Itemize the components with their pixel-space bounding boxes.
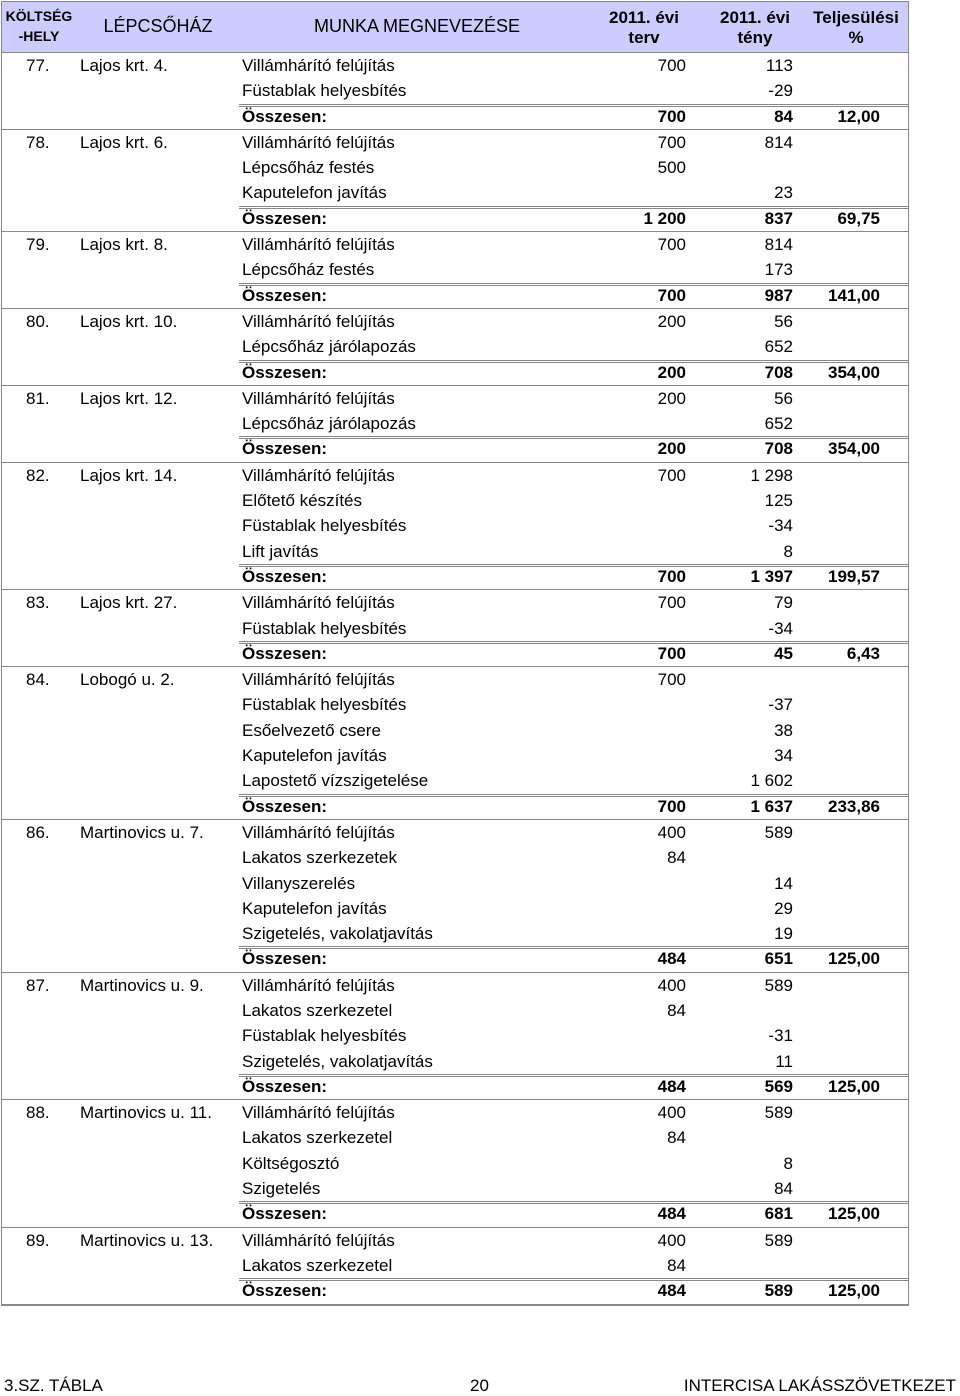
actual-value: 38 — [774, 720, 793, 740]
work-name: Villanyszerelés — [242, 873, 356, 893]
work-name: Kaputelefon javítás — [242, 898, 387, 918]
table-row — [2, 921, 908, 946]
work-name: Villámhárító felújítás — [242, 388, 395, 408]
table-row — [2, 1023, 908, 1048]
header-munka-megnevezese: MUNKA MEGNEVEZÉSE — [313, 16, 521, 36]
table-row — [2, 692, 908, 717]
table-row — [2, 1253, 908, 1278]
header-koltseghely: KÖLTSÉG -HELY — [5, 8, 73, 44]
cost-center-number: 80. — [26, 311, 50, 331]
total-actual: 1 637 — [750, 796, 793, 816]
page-footer — [0, 1376, 960, 1396]
planned-value: 700 — [657, 670, 686, 690]
cost-center-number: 77. — [26, 56, 50, 75]
actual-value: 589 — [764, 1230, 793, 1250]
actual-value: 8 — [783, 541, 793, 561]
actual-value: 1 602 — [750, 771, 793, 791]
work-name: Lakatos szerkezetel — [242, 1128, 393, 1148]
table-row — [2, 53, 908, 78]
work-name: Előtető készítés — [242, 491, 363, 511]
header-teljesulesi: Teljesülési % — [813, 8, 899, 47]
total-planned: 484 — [657, 949, 686, 969]
completion-percent: 12,00 — [837, 106, 880, 126]
table-row — [2, 998, 908, 1023]
work-name: Szigetelés — [242, 1179, 321, 1199]
table-row — [2, 1125, 908, 1150]
completion-percent: 141,00 — [828, 285, 880, 305]
footer-page-number: 20 — [470, 1376, 489, 1395]
total-planned: 484 — [657, 1204, 686, 1224]
stairwell-address: Martinovics u. 11. — [80, 1103, 212, 1123]
cost-center-number: 82. — [26, 465, 50, 485]
total-planned: 700 — [657, 566, 686, 586]
actual-value: 125 — [764, 491, 793, 511]
total-planned: 700 — [657, 106, 686, 126]
table-row — [2, 743, 908, 768]
planned-value: 400 — [657, 822, 686, 842]
total-actual: 45 — [774, 643, 793, 663]
total-row — [2, 104, 908, 130]
actual-value: 56 — [774, 311, 793, 331]
planned-value: 84 — [667, 1255, 686, 1275]
table-row — [2, 257, 908, 282]
planned-value: 700 — [657, 56, 686, 75]
actual-value: -29 — [768, 81, 793, 101]
footer-table-label: 3.SZ. TÁBLA — [4, 1376, 103, 1395]
stairwell-address: Lajos krt. 8. — [80, 235, 168, 255]
work-name: Villámhárító felújítás — [242, 670, 395, 690]
actual-value: 589 — [764, 975, 793, 995]
work-name: Villámhárító felújítás — [242, 235, 395, 255]
table-row — [2, 1228, 908, 1253]
planned-value: 700 — [657, 593, 686, 613]
work-name: Lépcsőház járólapozás — [242, 414, 416, 434]
work-name: Füstablak helyesbítés — [242, 516, 407, 536]
actual-value: 814 — [764, 235, 793, 255]
completion-percent: 125,00 — [828, 949, 880, 969]
table-body — [1, 53, 909, 1306]
total-row — [2, 436, 908, 462]
planned-value: 200 — [657, 388, 686, 408]
total-label: Összesen: — [242, 362, 328, 382]
total-actual: 569 — [764, 1076, 793, 1096]
total-row — [2, 641, 908, 667]
table-row — [2, 896, 908, 921]
stairwell-address: Lajos krt. 12. — [80, 388, 178, 408]
table-row — [2, 513, 908, 538]
table-row — [2, 1049, 908, 1074]
table-row — [2, 539, 908, 564]
work-table — [1, 1, 909, 1306]
planned-value: 500 — [657, 158, 686, 178]
work-name: Lakatos szerkezetel — [242, 1255, 393, 1275]
stairwell-address: Martinovics u. 13. — [80, 1230, 214, 1250]
actual-value: 814 — [764, 132, 793, 152]
total-label: Összesen: — [242, 106, 328, 126]
total-row — [2, 946, 908, 972]
footer-organization: INTERCISA LAKÁSSZÖVETKEZET — [683, 1376, 956, 1395]
completion-percent: 69,75 — [837, 208, 880, 228]
table-row — [2, 1176, 908, 1201]
total-planned: 1 200 — [643, 208, 686, 228]
total-label: Összesen: — [242, 1204, 328, 1224]
planned-value: 700 — [657, 132, 686, 152]
work-name: Füstablak helyesbítés — [242, 618, 407, 638]
actual-value: 14 — [774, 873, 793, 893]
total-row — [2, 1201, 908, 1227]
planned-value: 200 — [657, 311, 686, 331]
header-lepcsohaz: LÉPCSŐHÁZ — [103, 16, 213, 36]
header-teny: 2011. évi tény — [720, 8, 790, 47]
table-row — [2, 334, 908, 359]
actual-value: 589 — [764, 822, 793, 842]
total-row — [2, 794, 908, 820]
planned-value: 700 — [657, 465, 686, 485]
total-row — [2, 206, 908, 232]
total-actual: 84 — [774, 106, 793, 126]
total-row — [2, 564, 908, 590]
cost-center-number: 88. — [26, 1103, 50, 1123]
actual-value: -34 — [768, 516, 793, 536]
planned-value: 84 — [667, 1000, 686, 1020]
actual-value: 23 — [774, 183, 793, 203]
work-name: Füstablak helyesbítés — [242, 81, 407, 101]
cost-center-number: 84. — [26, 670, 50, 690]
actual-value: -34 — [768, 618, 793, 638]
completion-percent: 199,57 — [828, 566, 880, 586]
work-name: Lakatos szerkezetek — [242, 848, 397, 868]
work-name: Villámhárító felújítás — [242, 132, 395, 152]
total-row — [2, 1278, 908, 1304]
work-name: Villámhárító felújítás — [242, 975, 395, 995]
planned-value: 400 — [657, 1230, 686, 1250]
total-row — [2, 1074, 908, 1100]
table-row — [2, 78, 908, 103]
work-name: Kaputelefon javítás — [242, 183, 387, 203]
table-row — [2, 718, 908, 743]
cost-center-number: 79. — [26, 235, 50, 255]
work-name: Villámhárító felújítás — [242, 593, 395, 613]
planned-value: 84 — [667, 848, 686, 868]
table-row — [2, 488, 908, 513]
actual-value: 8 — [783, 1153, 793, 1173]
work-name: Villámhárító felújítás — [242, 56, 395, 75]
table-row — [2, 386, 908, 411]
completion-percent: 125,00 — [828, 1076, 880, 1096]
work-name: Villámhárító felújítás — [242, 822, 395, 842]
completion-percent: 125,00 — [828, 1281, 880, 1301]
cost-center-number: 83. — [26, 593, 50, 613]
actual-value: 34 — [774, 746, 793, 766]
total-label: Összesen: — [242, 1076, 328, 1096]
planned-value: 84 — [667, 1128, 686, 1148]
table-header — [1, 1, 909, 53]
table-row — [2, 871, 908, 896]
stairwell-address: Lajos krt. 4. — [80, 56, 168, 75]
work-name: Villámhárító felújítás — [242, 1103, 395, 1123]
table-row — [2, 309, 908, 334]
work-name: Villámhárító felújítás — [242, 465, 395, 485]
work-name: Lépcsőház járólapozás — [242, 337, 416, 357]
total-label: Összesen: — [242, 285, 328, 305]
total-actual: 837 — [764, 208, 793, 228]
total-actual: 708 — [764, 439, 793, 459]
actual-value: 113 — [765, 56, 793, 75]
table-row — [2, 845, 908, 870]
work-name: Szigetelés, vakolatjavítás — [242, 1051, 433, 1071]
completion-percent: 125,00 — [828, 1204, 880, 1224]
table-row — [2, 820, 908, 845]
table-row — [2, 590, 908, 615]
actual-value: 1 298 — [750, 465, 793, 485]
total-actual: 651 — [764, 949, 793, 969]
completion-percent: 233,86 — [828, 796, 880, 816]
stairwell-address: Lajos krt. 6. — [80, 132, 168, 152]
work-name: Lépcsőház festés — [242, 260, 375, 280]
planned-value: 700 — [657, 235, 686, 255]
total-label: Összesen: — [242, 566, 328, 586]
table-row — [2, 463, 908, 488]
total-actual: 987 — [764, 285, 793, 305]
actual-value: 84 — [774, 1179, 793, 1199]
table-row — [2, 1100, 908, 1125]
stairwell-address: Martinovics u. 7. — [80, 822, 204, 842]
cost-center-number: 87. — [26, 975, 50, 995]
total-label: Összesen: — [242, 1281, 328, 1301]
planned-value: 400 — [657, 1103, 686, 1123]
total-row — [2, 283, 908, 309]
work-name: Lift javítás — [242, 541, 319, 561]
actual-value: 79 — [774, 593, 793, 613]
stairwell-address: Lobogó u. 2. — [80, 670, 175, 690]
table-row — [2, 1151, 908, 1176]
total-actual: 589 — [764, 1281, 793, 1301]
total-actual: 708 — [764, 362, 793, 382]
work-name: Költségosztó — [242, 1153, 340, 1173]
actual-value: 652 — [764, 414, 793, 434]
table-row — [2, 768, 908, 793]
total-planned: 700 — [657, 796, 686, 816]
actual-value: 19 — [774, 924, 793, 944]
table-row — [2, 232, 908, 257]
header-terv: 2011. évi terv — [609, 8, 679, 47]
total-planned: 484 — [657, 1281, 686, 1301]
total-planned: 484 — [657, 1076, 686, 1096]
stairwell-address: Lajos krt. 10. — [80, 311, 178, 331]
actual-value: 29 — [774, 898, 793, 918]
total-label: Összesen: — [242, 439, 328, 459]
total-actual: 1 397 — [750, 566, 793, 586]
total-planned: 700 — [657, 643, 686, 663]
table-row — [2, 180, 908, 205]
cost-center-number: 86. — [26, 822, 50, 842]
total-row — [2, 360, 908, 386]
total-label: Összesen: — [242, 949, 328, 969]
stairwell-address: Lajos krt. 27. — [80, 593, 178, 613]
work-name: Villámhárító felújítás — [242, 311, 395, 331]
total-label: Összesen: — [242, 208, 328, 228]
total-actual: 681 — [764, 1204, 793, 1224]
total-planned: 200 — [657, 362, 686, 382]
actual-value: 652 — [764, 337, 793, 357]
table-row — [2, 155, 908, 180]
work-name: Lapostető vízszigetelése — [242, 771, 429, 791]
total-planned: 700 — [657, 285, 686, 305]
table-row — [2, 616, 908, 641]
actual-value: -31 — [768, 1026, 793, 1046]
work-name: Füstablak helyesbítés — [242, 695, 407, 715]
actual-value: 11 — [775, 1051, 793, 1071]
completion-percent: 354,00 — [828, 362, 880, 382]
total-planned: 200 — [657, 439, 686, 459]
actual-value: 56 — [774, 388, 793, 408]
actual-value: 589 — [764, 1103, 793, 1123]
work-name: Kaputelefon javítás — [242, 746, 387, 766]
work-name: Lakatos szerkezetel — [242, 1000, 393, 1020]
stairwell-address: Martinovics u. 9. — [80, 975, 204, 995]
work-name: Esőelvezető csere — [242, 720, 381, 740]
planned-value: 400 — [657, 975, 686, 995]
work-name: Lépcsőház festés — [242, 158, 375, 178]
completion-percent: 354,00 — [828, 439, 880, 459]
work-name: Füstablak helyesbítés — [242, 1026, 407, 1046]
cost-center-number: 78. — [26, 132, 50, 152]
completion-percent: 6,43 — [846, 643, 880, 663]
actual-value: 173 — [764, 260, 793, 280]
cost-center-number: 81. — [26, 388, 50, 408]
work-name: Szigetelés, vakolatjavítás — [242, 924, 433, 944]
table-row — [2, 973, 908, 998]
table-row — [2, 411, 908, 436]
stairwell-address: Lajos krt. 14. — [80, 465, 178, 485]
total-label: Összesen: — [242, 643, 328, 663]
actual-value: -37 — [768, 695, 793, 715]
work-name: Villámhárító felújítás — [242, 1230, 395, 1250]
table-row — [2, 667, 908, 692]
table-row — [2, 130, 908, 155]
cost-center-number: 89. — [26, 1230, 50, 1250]
total-label: Összesen: — [242, 796, 328, 816]
